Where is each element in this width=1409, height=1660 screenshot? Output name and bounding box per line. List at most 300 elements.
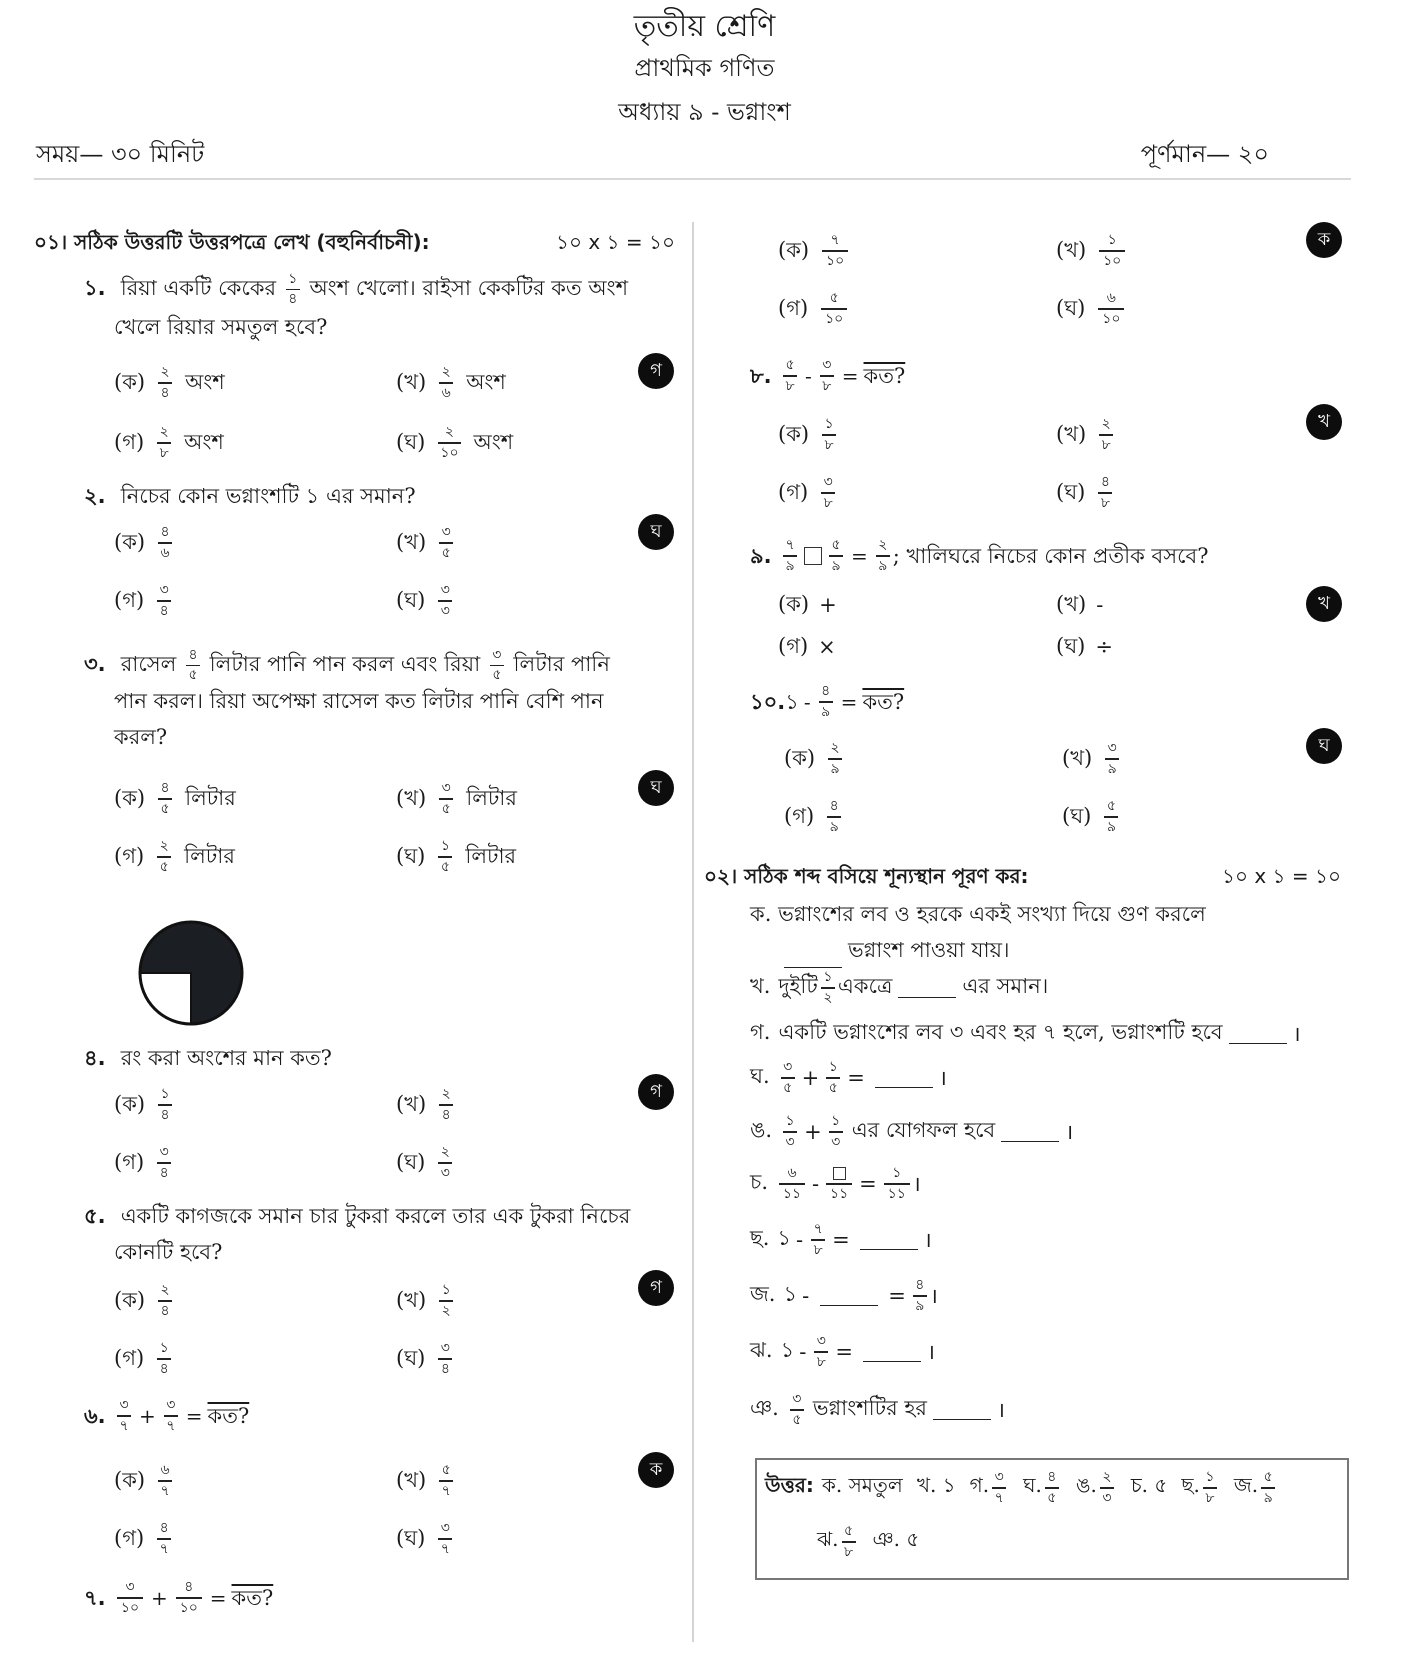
fraction-bar xyxy=(913,1295,927,1297)
question-number: ১. xyxy=(84,276,106,300)
option-kha[interactable] xyxy=(396,1276,456,1326)
denominator: ৮ xyxy=(159,444,169,461)
shaded-circle-figure xyxy=(136,918,246,1028)
fraction xyxy=(157,583,171,619)
answer-badge: গ xyxy=(638,353,674,389)
answer-badge: ঘ xyxy=(638,514,674,550)
fraction xyxy=(829,1114,843,1150)
numerator: ১ xyxy=(159,1340,169,1357)
fill-blank[interactable] xyxy=(1001,1122,1059,1142)
numerator: ৩ xyxy=(440,1520,450,1537)
numerator: ৫ xyxy=(441,1462,451,1479)
numerator: ২ xyxy=(159,424,169,441)
answer-label: ঝ. xyxy=(817,1527,839,1552)
question-number: ৮. xyxy=(750,364,772,388)
denominator: ৯ xyxy=(1263,1489,1273,1506)
fraction xyxy=(842,1524,856,1560)
question-text: একটি কাগজকে সমান চার টুকরা করলে তার এক টুকরা নিচের xyxy=(120,1204,631,1228)
option-label: (গ) xyxy=(114,1149,145,1174)
fraction xyxy=(1203,1470,1217,1506)
denominator: ৯ xyxy=(785,557,795,574)
answer-ka: ক. সমতুল xyxy=(821,1473,903,1498)
fill-blank[interactable] xyxy=(1229,1024,1287,1044)
fill-blank[interactable] xyxy=(875,1068,933,1088)
denominator: ৮ xyxy=(813,1241,823,1258)
class-title: তৃতীয় শ্রেণি xyxy=(633,9,776,44)
fraction-bar xyxy=(157,442,171,444)
numerator: ১ xyxy=(440,838,450,855)
item-text: একটি ভগ্নাংশের লব ৩ এবং হর ৭ হলে, ভগ্নাংশটি হবে xyxy=(778,1020,1223,1044)
fraction-bar xyxy=(829,1131,843,1133)
fraction-bar xyxy=(827,816,841,818)
option-gha[interactable] xyxy=(396,1138,455,1188)
fill-item-ka-line1 xyxy=(750,896,1350,932)
numerator: ৪ xyxy=(915,1277,925,1293)
denominator: ৮ xyxy=(843,1543,854,1560)
numerator: ৩ xyxy=(159,582,169,599)
option-gha[interactable] xyxy=(396,576,455,626)
denominator: ৫ xyxy=(783,1079,793,1096)
fraction xyxy=(286,272,300,308)
answer-badge: খ xyxy=(1306,404,1342,440)
fraction-bar xyxy=(884,1183,910,1185)
fraction-bar xyxy=(1099,250,1125,252)
equals-sign: = xyxy=(851,544,868,568)
answer-key-line2 xyxy=(817,1524,933,1560)
option-symbol: ÷ xyxy=(1095,635,1113,659)
fraction-bar xyxy=(814,1351,828,1353)
fraction-bar xyxy=(157,1162,171,1164)
option-label: (খ) xyxy=(396,785,427,810)
equals-sign: = xyxy=(209,1586,227,1610)
fraction-bar xyxy=(158,798,172,800)
fill-item-chha xyxy=(750,1222,932,1258)
fraction xyxy=(438,839,452,875)
numerator xyxy=(827,1166,852,1181)
option-ga[interactable] xyxy=(114,418,224,468)
option-symbol: - xyxy=(1096,593,1104,617)
fraction xyxy=(783,538,797,574)
fraction xyxy=(439,781,453,817)
question-number: ৩. xyxy=(84,652,106,676)
option-label: (গ) xyxy=(114,587,145,612)
denominator: ১০ xyxy=(179,1599,198,1616)
answer-badge: ঘ xyxy=(638,770,674,806)
option-gha[interactable] xyxy=(1056,468,1115,518)
denominator: ৭ xyxy=(440,1540,450,1557)
numerator: ৫ xyxy=(831,537,841,554)
fill-blank[interactable] xyxy=(863,1342,921,1362)
denominator: ৯ xyxy=(915,1297,925,1314)
item-label: ঞ. xyxy=(750,1396,779,1421)
fraction xyxy=(158,1463,172,1499)
option-label: (খ) xyxy=(396,1467,427,1492)
option-suffix: লিটার xyxy=(185,785,236,810)
question-5 xyxy=(84,1198,676,1270)
option-symbol: × xyxy=(818,635,836,659)
option-label: (ঘ) xyxy=(1056,633,1086,658)
danda: । xyxy=(996,1397,1005,1422)
option-ka[interactable] xyxy=(114,518,175,568)
option-gha[interactable] xyxy=(396,1334,455,1384)
option-label: (ঘ) xyxy=(396,843,426,868)
header-divider xyxy=(34,178,1351,180)
option-ka[interactable] xyxy=(114,1080,175,1130)
fraction-bar xyxy=(1100,1487,1114,1489)
fraction-bar xyxy=(826,1183,852,1185)
fraction-bar xyxy=(828,758,842,760)
numerator: ৩ xyxy=(166,1397,176,1414)
numerator: ২ xyxy=(1102,1469,1112,1485)
numerator: ৫ xyxy=(843,1523,854,1539)
answer-badge: গ xyxy=(638,1270,674,1306)
denominator: ১১ xyxy=(887,1185,906,1202)
numerator: ৪ xyxy=(184,1579,194,1596)
option-label: (গ) xyxy=(784,803,815,828)
option-gha[interactable] xyxy=(396,832,516,882)
fraction xyxy=(1045,1470,1059,1506)
numerator: ৫ xyxy=(829,290,839,307)
operator: + xyxy=(139,1404,156,1428)
option-gha[interactable] xyxy=(1056,622,1113,672)
question-1-line2: খেলে রিয়ার সমতুল হবে? xyxy=(114,315,328,340)
fill-item-umo xyxy=(750,1114,1073,1150)
option-ka[interactable] xyxy=(114,1456,175,1506)
option-label: (ক) xyxy=(114,529,146,554)
fraction-bar xyxy=(783,555,797,557)
fraction xyxy=(829,538,843,574)
fraction xyxy=(117,1398,131,1434)
numerator: ৭ xyxy=(785,537,795,554)
fraction xyxy=(1100,1470,1114,1506)
fraction-bar xyxy=(1105,758,1119,760)
item-label: জ. xyxy=(750,1282,776,1307)
option-ga[interactable] xyxy=(778,284,850,334)
fraction-bar xyxy=(783,375,797,377)
operator: - xyxy=(812,1171,820,1196)
exam-header xyxy=(0,0,1409,190)
numerator: ৪ xyxy=(159,1520,169,1537)
fraction-bar xyxy=(438,1162,452,1164)
fraction xyxy=(439,1087,453,1123)
fill-blank[interactable] xyxy=(820,1286,878,1306)
answer-badge: ক xyxy=(1306,222,1342,258)
numerator: ৪ xyxy=(821,683,831,700)
numerator: ২ xyxy=(878,537,888,554)
numerator: ৪ xyxy=(829,798,839,815)
fraction xyxy=(884,1166,910,1202)
option-label: (ক) xyxy=(784,745,816,770)
option-label: (ক) xyxy=(114,1287,146,1312)
fill-item-cha xyxy=(750,1166,921,1202)
denominator: ৫ xyxy=(492,667,502,684)
denominator: ১১ xyxy=(830,1185,849,1202)
denominator: ৪ xyxy=(441,1106,451,1123)
option-gha[interactable] xyxy=(1062,792,1121,842)
option-suffix: লিটার xyxy=(466,785,517,810)
question-2 xyxy=(84,478,676,514)
fill-blank[interactable] xyxy=(898,978,956,998)
fraction-bar xyxy=(1104,816,1118,818)
option-kha[interactable] xyxy=(1062,734,1122,784)
answer-key-box xyxy=(755,1458,1349,1580)
numerator: ১ xyxy=(1107,232,1117,249)
question-7 xyxy=(84,1580,273,1616)
option-ga[interactable] xyxy=(784,792,844,842)
fill-blank[interactable] xyxy=(784,948,842,968)
fraction xyxy=(820,358,834,394)
numerator: ৭ xyxy=(813,1221,823,1237)
fraction-bar xyxy=(176,1597,202,1599)
fraction-bar xyxy=(157,1358,171,1360)
numerator: ৭ xyxy=(830,232,840,249)
numerator: ১ xyxy=(831,1113,841,1129)
question-text: রিয়া একটি কেকের xyxy=(120,276,277,300)
option-label: (গ) xyxy=(114,1345,145,1370)
option-suffix: অংশ xyxy=(184,429,224,454)
numerator: ৬ xyxy=(1106,290,1116,307)
fraction-bar xyxy=(439,542,453,544)
option-label: (গ) xyxy=(114,1525,145,1550)
fraction-bar xyxy=(438,600,452,602)
fraction-bar xyxy=(820,375,834,377)
item-label: চ. xyxy=(750,1170,769,1195)
denominator: ৭ xyxy=(166,1417,176,1434)
option-kha[interactable] xyxy=(1056,226,1128,276)
danda: । xyxy=(1065,1119,1074,1144)
question-number: ৭. xyxy=(84,1586,106,1610)
fraction xyxy=(158,525,172,561)
fraction xyxy=(876,538,890,574)
fraction xyxy=(439,365,453,401)
denominator: ৮ xyxy=(816,1353,826,1370)
option-label: (ঘ) xyxy=(1056,295,1086,320)
numerator: ৩ xyxy=(823,474,833,491)
denominator: ৪ xyxy=(288,291,298,308)
denominator: ১০ xyxy=(440,444,459,461)
option-label: (ক) xyxy=(778,237,810,262)
numerator: ২ xyxy=(441,1086,451,1103)
denominator: ৯ xyxy=(878,557,888,574)
fraction xyxy=(158,1283,172,1319)
fill-blank[interactable] xyxy=(860,1230,918,1250)
operator: - xyxy=(802,1283,810,1308)
question-5-line2: কোনটি হবে? xyxy=(114,1240,223,1264)
option-label: (ক) xyxy=(778,591,810,616)
denominator: ৪ xyxy=(159,1164,169,1181)
full-marks: পূর্ণমান— ২০ xyxy=(1140,140,1269,168)
option-label: (খ) xyxy=(396,1287,427,1312)
fraction xyxy=(158,365,172,401)
option-kha[interactable] xyxy=(1056,410,1116,460)
denominator: ৮ xyxy=(785,377,795,394)
numerator: ৩ xyxy=(440,1340,450,1357)
empty-box-icon[interactable] xyxy=(833,1167,846,1180)
fill-blank[interactable] xyxy=(933,1400,991,1420)
question-6 xyxy=(84,1398,249,1434)
denominator: ৮ xyxy=(1101,436,1111,453)
fraction-bar xyxy=(779,1183,805,1185)
fraction xyxy=(1099,417,1113,453)
option-suffix: লিটার xyxy=(465,843,517,868)
item-text: ভগ্নাংশের লব ও হরকে একই সংখ্যা দিয়ে গুণ করলে xyxy=(778,902,1206,926)
numerator: ৩ xyxy=(440,582,450,599)
option-kha[interactable] xyxy=(396,518,456,568)
option-ka[interactable] xyxy=(114,358,225,408)
whole-number: ১ xyxy=(785,690,799,714)
fraction-bar xyxy=(783,1131,797,1133)
option-ga[interactable] xyxy=(778,468,838,518)
fraction xyxy=(158,781,172,817)
option-kha[interactable] xyxy=(396,774,517,824)
question-text: নিচের কোন ভগ্নাংশটি ১ এর সমান? xyxy=(120,484,416,508)
option-symbol: + xyxy=(819,593,837,617)
option-ka[interactable] xyxy=(784,734,845,784)
answer-badge: খ xyxy=(1306,586,1342,622)
denominator: ৫ xyxy=(441,800,451,817)
option-label: (ক) xyxy=(114,369,146,394)
fraction-bar xyxy=(186,665,200,667)
fraction-bar xyxy=(158,382,172,384)
fraction xyxy=(438,1341,452,1377)
fraction xyxy=(828,741,842,777)
fraction xyxy=(1098,291,1124,327)
fraction xyxy=(1098,475,1112,511)
option-gha[interactable] xyxy=(396,1514,455,1564)
numerator: ৩ xyxy=(159,1144,169,1161)
option-kha[interactable] xyxy=(396,1456,456,1506)
fraction-bar xyxy=(1045,1487,1059,1489)
fraction xyxy=(176,1580,202,1616)
fill-item-kha xyxy=(750,970,1048,1006)
fraction-bar xyxy=(438,856,452,858)
fraction xyxy=(157,425,171,461)
numerator: ১ xyxy=(441,1282,451,1299)
option-ga[interactable] xyxy=(114,1138,174,1188)
denominator: ৬ xyxy=(160,544,170,561)
fraction xyxy=(158,1087,172,1123)
option-gha[interactable] xyxy=(1056,284,1127,334)
question-text: কত? xyxy=(862,690,905,714)
option-suffix: অংশ xyxy=(185,369,225,394)
answer-nya: ঞ. ৫ xyxy=(872,1527,920,1552)
operator: - xyxy=(796,1227,804,1252)
item-text: এর যোগফল হবে xyxy=(851,1118,996,1143)
fraction-bar xyxy=(439,382,453,384)
numerator: ১ xyxy=(823,969,833,985)
option-ka[interactable] xyxy=(778,226,851,276)
fraction-bar xyxy=(439,1480,453,1482)
fraction-bar xyxy=(1203,1487,1217,1489)
option-label: (ঘ) xyxy=(396,587,426,612)
fraction xyxy=(157,1521,171,1557)
option-label: (ঘ) xyxy=(396,429,426,454)
fraction-bar xyxy=(1099,434,1113,436)
operator: + xyxy=(804,1119,822,1144)
fraction xyxy=(779,1166,805,1202)
whole-number: ১ xyxy=(780,1338,795,1363)
numerator: ৩ xyxy=(119,1397,129,1414)
option-label: (খ) xyxy=(1062,745,1093,770)
question-text: রং করা অংশের মান কত? xyxy=(120,1046,332,1070)
denominator: ৫ xyxy=(441,544,451,561)
question-5-line1 xyxy=(84,1198,676,1234)
fraction xyxy=(783,1114,797,1150)
denominator: ৯ xyxy=(821,703,831,720)
fraction xyxy=(1105,741,1119,777)
option-ga[interactable] xyxy=(114,832,235,882)
numerator: ৩ xyxy=(822,357,832,374)
option-label: (ঘ) xyxy=(396,1525,426,1550)
fraction xyxy=(814,1334,828,1370)
question-1 xyxy=(84,270,676,345)
option-ga[interactable] xyxy=(114,576,174,626)
fraction-bar xyxy=(439,1104,453,1106)
fraction-bar xyxy=(842,1541,856,1543)
option-gha[interactable] xyxy=(396,418,513,468)
fraction-bar xyxy=(819,701,833,703)
fraction-bar xyxy=(158,1104,172,1106)
question-3 xyxy=(84,646,676,755)
answer-umo xyxy=(1076,1470,1117,1506)
denominator: ৯ xyxy=(1107,760,1117,777)
denominator: ৮ xyxy=(822,377,832,394)
denominator: ৩ xyxy=(1102,1489,1112,1506)
fraction xyxy=(439,525,453,561)
denominator: ৭ xyxy=(119,1417,129,1434)
option-kha[interactable] xyxy=(396,1080,456,1130)
fraction-bar xyxy=(1098,492,1112,494)
fill-item-ga xyxy=(750,1016,1301,1051)
fraction xyxy=(439,1283,453,1319)
operator: + xyxy=(151,1586,168,1610)
numerator: ৫ xyxy=(1263,1469,1273,1485)
option-kha[interactable] xyxy=(396,358,506,408)
option-ka[interactable] xyxy=(114,1276,175,1326)
question-text: লিটার পানি xyxy=(513,652,610,676)
option-label: (ক) xyxy=(778,421,810,446)
option-ga[interactable] xyxy=(114,1334,174,1384)
fill-item-jha xyxy=(750,1334,935,1370)
fraction xyxy=(790,1392,804,1428)
question-number: ৫. xyxy=(84,1204,106,1228)
denominator: ৫ xyxy=(160,800,170,817)
fraction-bar xyxy=(1098,308,1124,310)
denominator: ৪ xyxy=(159,602,169,619)
numerator: ৫ xyxy=(785,357,795,374)
numerator: ৩ xyxy=(994,1469,1004,1485)
denominator: ৭ xyxy=(159,1540,169,1557)
item-text: একত্রে xyxy=(837,974,893,999)
denominator: ৮ xyxy=(823,494,833,511)
question-text: লিটার পানি পান করল এবং রিয়া xyxy=(209,652,481,676)
denominator: ১০ xyxy=(825,252,845,269)
option-ga[interactable] xyxy=(778,622,836,672)
numerator: ৩ xyxy=(792,1391,802,1407)
option-ka[interactable] xyxy=(114,774,236,824)
answer-ja xyxy=(1234,1470,1278,1506)
question-8 xyxy=(750,358,905,394)
fraction-bar xyxy=(821,987,835,989)
fraction xyxy=(822,417,836,453)
option-label: (গ) xyxy=(778,479,809,504)
option-label: (খ) xyxy=(396,369,427,394)
denominator: ১০ xyxy=(1102,310,1121,327)
option-ka[interactable] xyxy=(778,410,839,460)
item-label: ঙ. xyxy=(750,1118,773,1143)
option-ga[interactable] xyxy=(114,1514,174,1564)
item-label: ঝ. xyxy=(750,1338,773,1363)
